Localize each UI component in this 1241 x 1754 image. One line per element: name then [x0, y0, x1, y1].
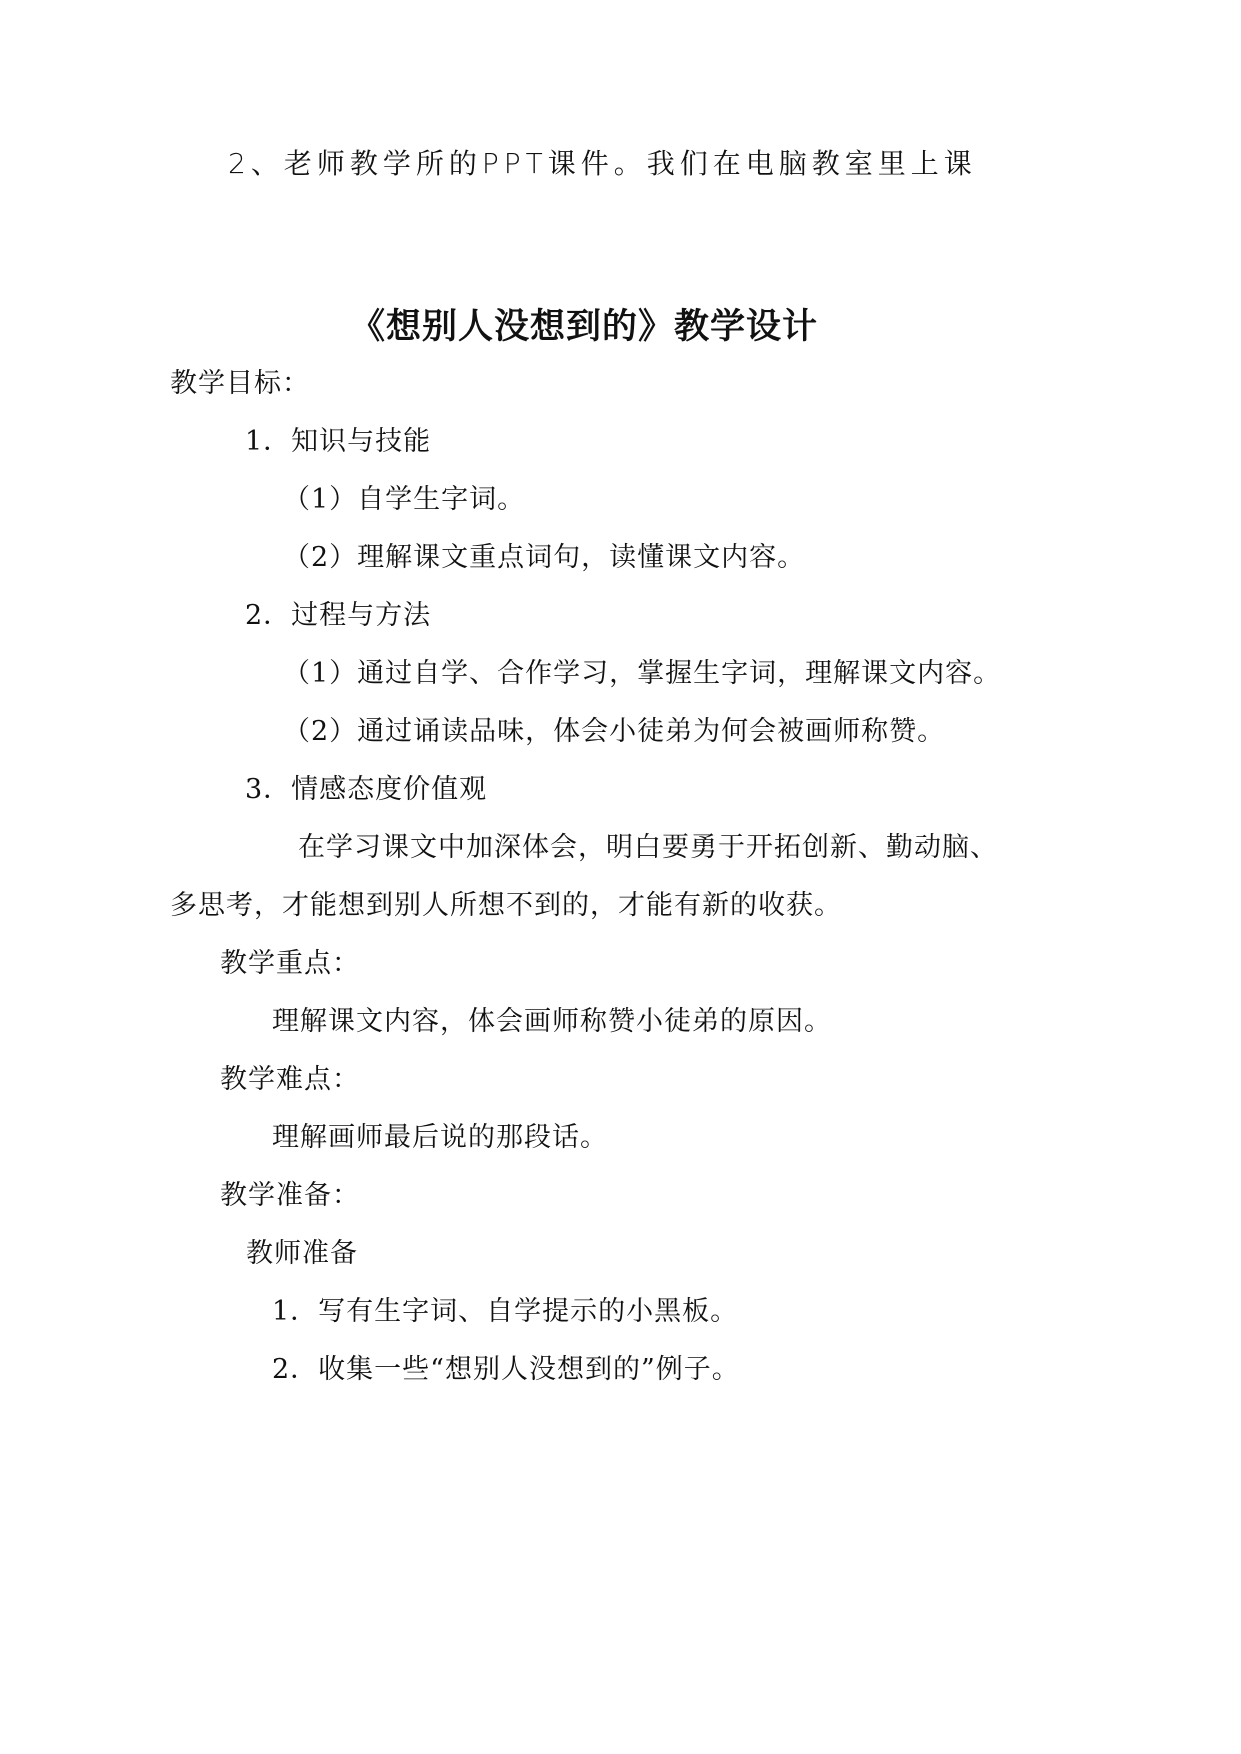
teacher-preparation-heading: 教师准备 [246, 1238, 358, 1269]
knowledge-skills-heading: 1．知识与技能 [245, 426, 432, 457]
page-title: 《想别人没想到的》教学设计 [350, 307, 819, 347]
intro-line: 2、老师教学所的PPT课件。我们在电脑教室里上课 [228, 147, 977, 180]
process-methods-heading: 2．过程与方法 [245, 600, 432, 631]
preparation-item: 1．写有生字词、自学提示的小黑板。 [272, 1296, 739, 1327]
key-points-text: 理解课文内容，体会画师称赞小徒弟的原因。 [272, 1006, 832, 1037]
emotion-paragraph-line-1: 在学习课文中加深体会，明白要勇于开拓创新、勤动脑、 [298, 832, 998, 863]
difficulties-heading: 教学难点： [220, 1064, 360, 1095]
difficulties-text: 理解画师最后说的那段话。 [272, 1122, 608, 1153]
preparation-item: 2．收集一些“想别人没想到的”例子。 [272, 1354, 740, 1385]
preparation-heading: 教学准备： [220, 1180, 360, 1211]
emotion-values-heading: 3．情感态度价值观 [245, 774, 488, 805]
knowledge-item: （2）理解课文重点词句，读懂课文内容。 [283, 542, 806, 573]
key-points-heading: 教学重点： [220, 948, 360, 979]
process-item: （2）通过诵读品味，体会小徒弟为何会被画师称赞。 [283, 716, 946, 747]
objectives-heading: 教学目标： [170, 368, 310, 399]
process-item: （1）通过自学、合作学习，掌握生字词，理解课文内容。 [283, 658, 1002, 689]
emotion-paragraph-line-2: 多思考，才能想到别人所想不到的，才能有新的收获。 [170, 890, 842, 921]
knowledge-item: （1）自学生字词。 [283, 484, 526, 515]
